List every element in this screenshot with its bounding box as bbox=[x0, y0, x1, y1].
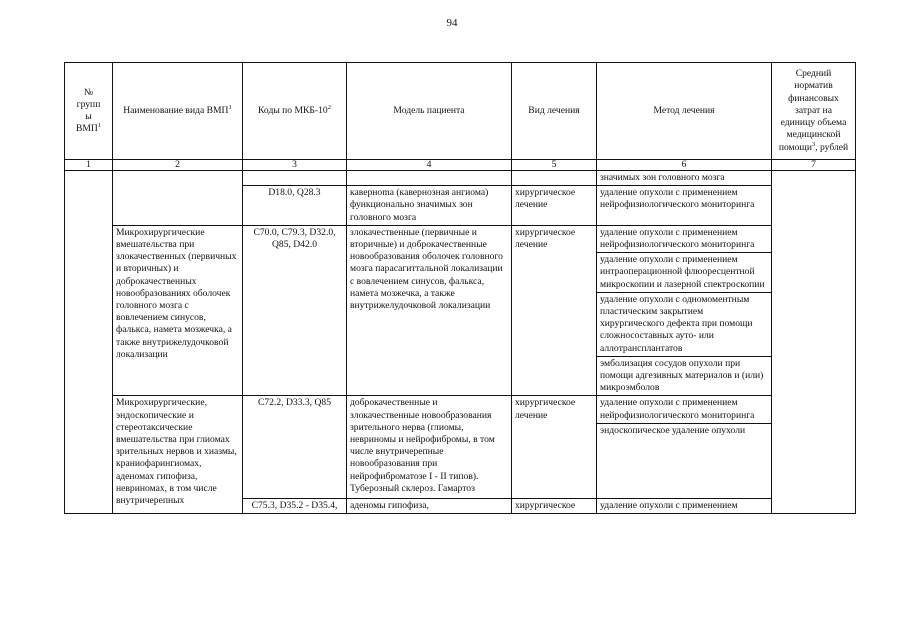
vmp-table bbox=[64, 62, 856, 514]
page-number: 94 bbox=[446, 17, 458, 29]
patient-model-cell bbox=[347, 171, 512, 186]
treatment-type-cell bbox=[512, 171, 597, 186]
group-number-cell bbox=[65, 171, 113, 514]
table-row bbox=[65, 171, 856, 186]
header-patient-model: Модель пациента bbox=[347, 63, 512, 160]
cost-cell bbox=[772, 171, 856, 514]
treatment-method-cell: удаление опухоли с применением нейрофизиологического мониторинга bbox=[597, 186, 772, 226]
header-treatment-type: Вид лечения bbox=[512, 63, 597, 160]
column-number: 1 bbox=[65, 160, 113, 171]
patient-model-cell: каверноma (кавернозная ангиома) функционально значимых зон головного мозга bbox=[347, 186, 512, 226]
header-vmp-name: Наименование вида ВМП$^1$ bbox=[113, 63, 243, 160]
treatment-method-cell: удаление опухоли с применением нейрофизиологического мониторинга bbox=[597, 225, 772, 252]
vmp-name-cell: Микрохирургические, эндоскопические и стереотаксические вмешательства при глиомах зрительных нервов и хиазмы, краниофарингиомах, аденомах гипофиза, невриномах, в том числе внутричерепных bbox=[113, 396, 243, 514]
column-number: 5 bbox=[512, 160, 597, 171]
header-icd-codes: Коды по МКБ-$10^2$ bbox=[243, 63, 347, 160]
vmp-name-cell: Микрохирургические вмешательства при злокачественных (первичных и вторичных) и доброкачественных новообразованиях оболочек головного мозга с вовлечением синусов, фалькса, намета мозжечка, а также внутрижелудочковой локализации bbox=[113, 225, 243, 396]
treatment-method-cell: удаление опухоли с применением нейрофизиологического мониторинга bbox=[597, 396, 772, 423]
header-cost-standard: Средний норматив финансовых затрат на единицу объема медицинской помощи$^3$, рублей bbox=[772, 63, 856, 160]
patient-model-cell: аденомы гипофиза, bbox=[347, 498, 512, 513]
header-row bbox=[65, 63, 856, 160]
vmp-name-cell bbox=[113, 171, 243, 226]
treatment-method-cell: эмболизация сосудов опухоли при помощи адгезивных материалов и (или) микроэмболов bbox=[597, 356, 772, 396]
column-number-row bbox=[65, 160, 856, 171]
header-group-number: № групп ы ВМП$^1$ bbox=[65, 63, 113, 160]
table-row bbox=[65, 396, 856, 423]
treatment-method-cell: удаление опухоли с применением интраоперационной флюоресцентной микроскопии и лазерной спектроскопии bbox=[597, 253, 772, 293]
treatment-method-cell: значимых зон головного мозга bbox=[597, 171, 772, 186]
column-number: 2 bbox=[113, 160, 243, 171]
treatment-type-cell: хирургическое лечение bbox=[512, 225, 597, 396]
column-number: 3 bbox=[243, 160, 347, 171]
column-number: 4 bbox=[347, 160, 512, 171]
treatment-method-cell: эндоскопическое удаление опухоли bbox=[597, 423, 772, 498]
column-number: 6 bbox=[597, 160, 772, 171]
patient-model-cell: доброкачественные и злокачественные новообразования зрительного нерва (глиомы, невриномы и нейрофибромы, в том числе внутричерепные новообразования при нейрофиброматозе I - II типов). Туберозный склероз. Гамартоз bbox=[347, 396, 512, 498]
codes-cell: D18.0, Q28.3 bbox=[243, 186, 347, 226]
table-row bbox=[65, 225, 856, 252]
treatment-method-cell: удаление опухоли с одномоментным пластическим закрытием хирургического дефекта при помощи сложносоставных ауто- или аллотрансплантатов bbox=[597, 292, 772, 356]
patient-model-cell: злокачественные (первичные и вторичные) и доброкачественные новообразования оболочек головного мозга парасагиттальной локализации с вовлечением синусов, фалькса, намета мозжечка, а также внутрижелудочковой локализации bbox=[347, 225, 512, 396]
column-number: 7 bbox=[772, 160, 856, 171]
codes-cell: C70.0, C79.3, D32.0, Q85, D42.0 bbox=[243, 225, 347, 396]
header-treatment-method: Метод лечения bbox=[597, 63, 772, 160]
treatment-method-cell: удаление опухоли с применением bbox=[597, 498, 772, 513]
codes-cell: C72.2, D33.3, Q85 bbox=[243, 396, 347, 498]
codes-cell: C75.3, D35.2 - D35.4, bbox=[243, 498, 347, 513]
codes-cell bbox=[243, 171, 347, 186]
treatment-type-cell: хирургическое лечение bbox=[512, 186, 597, 226]
treatment-type-cell: хирургическое bbox=[512, 498, 597, 513]
treatment-type-cell: хирургическое лечение bbox=[512, 396, 597, 498]
